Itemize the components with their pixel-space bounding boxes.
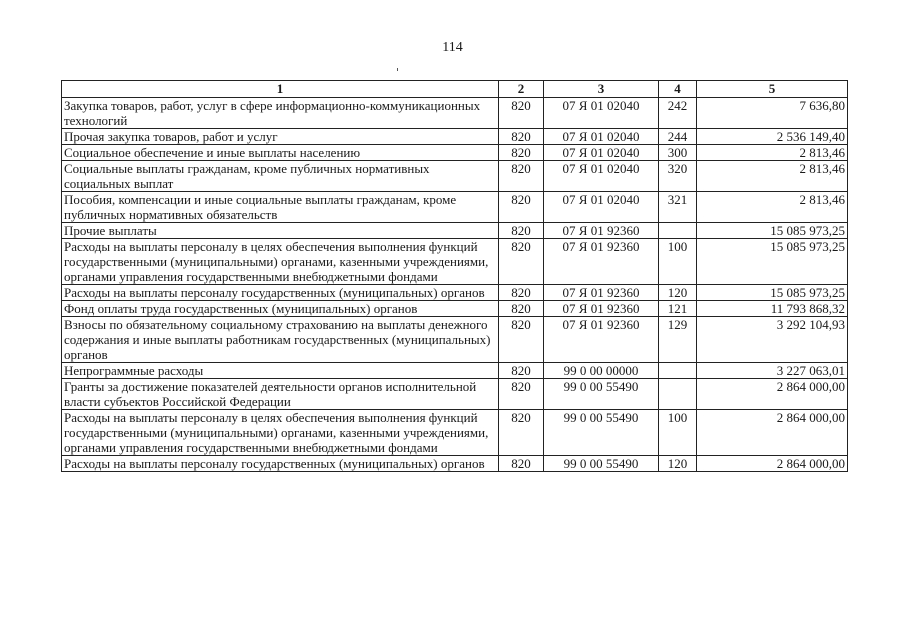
header-col-1: 1 bbox=[62, 81, 499, 98]
cell-amount: 2 813,46 bbox=[697, 145, 848, 161]
cell-amount: 15 085 973,25 bbox=[697, 239, 848, 285]
cell-name: Пособия, компенсации и иные социальные выплаты гражданам, кроме публичных нормативных обязательств bbox=[62, 192, 499, 223]
cell-expense-type: 100 bbox=[659, 239, 697, 285]
cell-expense-type: 100 bbox=[659, 410, 697, 456]
table-row bbox=[62, 145, 848, 161]
cell-admin-code: 820 bbox=[499, 301, 544, 317]
cell-budget-code: 99 0 00 55490 bbox=[544, 410, 659, 456]
cell-amount: 2 813,46 bbox=[697, 161, 848, 192]
table-row bbox=[62, 410, 848, 456]
cell-budget-code: 99 0 00 00000 bbox=[544, 363, 659, 379]
page-number: 114 bbox=[442, 40, 463, 55]
cell-name: Расходы на выплаты персоналу государственных (муниципальных) органов bbox=[62, 285, 499, 301]
cell-admin-code: 820 bbox=[499, 285, 544, 301]
cell-admin-code: 820 bbox=[499, 223, 544, 239]
cell-expense-type: 321 bbox=[659, 192, 697, 223]
cell-admin-code: 820 bbox=[499, 161, 544, 192]
cell-admin-code: 820 bbox=[499, 98, 544, 129]
cell-budget-code: 07 Я 01 02040 bbox=[544, 98, 659, 129]
cell-admin-code: 820 bbox=[499, 410, 544, 456]
cell-amount: 2 864 000,00 bbox=[697, 456, 848, 472]
cell-amount: 2 536 149,40 bbox=[697, 129, 848, 145]
cell-amount: 15 085 973,25 bbox=[697, 285, 848, 301]
cell-budget-code: 07 Я 01 92360 bbox=[544, 223, 659, 239]
header-row bbox=[62, 81, 848, 98]
cell-name: Непрограммные расходы bbox=[62, 363, 499, 379]
cell-name: Закупка товаров, работ, услуг в сфере информационно-коммуникационных технологий bbox=[62, 98, 499, 129]
cell-name: Расходы на выплаты персоналу в целях обеспечения выполнения функций государственными (муниципальными) органами, казенными учреждениями, органами управления государственными внебюджетными фондами bbox=[62, 239, 499, 285]
header-col-4: 4 bbox=[659, 81, 697, 98]
cell-budget-code: 07 Я 01 02040 bbox=[544, 145, 659, 161]
cell-name: Взносы по обязательному социальному страхованию на выплаты денежного содержания и иные выплаты работникам государственных (муниципальных) органов bbox=[62, 317, 499, 363]
cell-budget-code: 07 Я 01 02040 bbox=[544, 192, 659, 223]
cell-budget-code: 07 Я 01 92360 bbox=[544, 239, 659, 285]
table-header bbox=[62, 81, 848, 98]
cell-amount: 2 864 000,00 bbox=[697, 379, 848, 410]
table-row bbox=[62, 239, 848, 285]
cell-name: Социальное обеспечение и иные выплаты населению bbox=[62, 145, 499, 161]
cell-admin-code: 820 bbox=[499, 456, 544, 472]
cell-expense-type: 121 bbox=[659, 301, 697, 317]
budget-table bbox=[61, 80, 848, 472]
scan-mark bbox=[397, 68, 398, 71]
cell-expense-type bbox=[659, 223, 697, 239]
cell-admin-code: 820 bbox=[499, 317, 544, 363]
cell-amount: 2 864 000,00 bbox=[697, 410, 848, 456]
cell-amount: 2 813,46 bbox=[697, 192, 848, 223]
table-row bbox=[62, 301, 848, 317]
table-row bbox=[62, 129, 848, 145]
cell-amount: 11 793 868,32 bbox=[697, 301, 848, 317]
table-row bbox=[62, 285, 848, 301]
cell-budget-code: 07 Я 01 92360 bbox=[544, 317, 659, 363]
cell-admin-code: 820 bbox=[499, 129, 544, 145]
cell-name: Социальные выплаты гражданам, кроме публичных нормативных социальных выплат bbox=[62, 161, 499, 192]
cell-budget-code: 07 Я 01 02040 bbox=[544, 129, 659, 145]
cell-name: Прочая закупка товаров, работ и услуг bbox=[62, 129, 499, 145]
table-row bbox=[62, 98, 848, 129]
table-body bbox=[62, 98, 848, 472]
cell-expense-type: 244 bbox=[659, 129, 697, 145]
cell-amount: 3 292 104,93 bbox=[697, 317, 848, 363]
cell-admin-code: 820 bbox=[499, 145, 544, 161]
cell-expense-type: 120 bbox=[659, 285, 697, 301]
table-row bbox=[62, 161, 848, 192]
cell-budget-code: 07 Я 01 02040 bbox=[544, 161, 659, 192]
header-col-5: 5 bbox=[697, 81, 848, 98]
cell-amount: 15 085 973,25 bbox=[697, 223, 848, 239]
cell-expense-type bbox=[659, 363, 697, 379]
cell-admin-code: 820 bbox=[499, 239, 544, 285]
header-col-3: 3 bbox=[544, 81, 659, 98]
header-col-2: 2 bbox=[499, 81, 544, 98]
cell-expense-type: 320 bbox=[659, 161, 697, 192]
cell-amount: 7 636,80 bbox=[697, 98, 848, 129]
cell-name: Расходы на выплаты персоналу в целях обеспечения выполнения функций государственными (муниципальными) органами, казенными учреждениями, органами управления государственными внебюджетными фондами bbox=[62, 410, 499, 456]
cell-budget-code: 99 0 00 55490 bbox=[544, 456, 659, 472]
table-row bbox=[62, 192, 848, 223]
cell-name: Прочие выплаты bbox=[62, 223, 499, 239]
table-row bbox=[62, 317, 848, 363]
table-row bbox=[62, 379, 848, 410]
cell-expense-type: 120 bbox=[659, 456, 697, 472]
cell-expense-type: 242 bbox=[659, 98, 697, 129]
cell-budget-code: 99 0 00 55490 bbox=[544, 379, 659, 410]
cell-budget-code: 07 Я 01 92360 bbox=[544, 301, 659, 317]
table-row bbox=[62, 456, 848, 472]
cell-admin-code: 820 bbox=[499, 192, 544, 223]
cell-expense-type bbox=[659, 379, 697, 410]
table-row bbox=[62, 223, 848, 239]
cell-name: Фонд оплаты труда государственных (муниципальных) органов bbox=[62, 301, 499, 317]
table-row bbox=[62, 363, 848, 379]
cell-name: Гранты за достижение показателей деятельности органов исполнительной власти субъектов Российской Федерации bbox=[62, 379, 499, 410]
cell-expense-type: 129 bbox=[659, 317, 697, 363]
cell-admin-code: 820 bbox=[499, 363, 544, 379]
cell-name: Расходы на выплаты персоналу государственных (муниципальных) органов bbox=[62, 456, 499, 472]
cell-amount: 3 227 063,01 bbox=[697, 363, 848, 379]
cell-expense-type: 300 bbox=[659, 145, 697, 161]
cell-budget-code: 07 Я 01 92360 bbox=[544, 285, 659, 301]
cell-admin-code: 820 bbox=[499, 379, 544, 410]
